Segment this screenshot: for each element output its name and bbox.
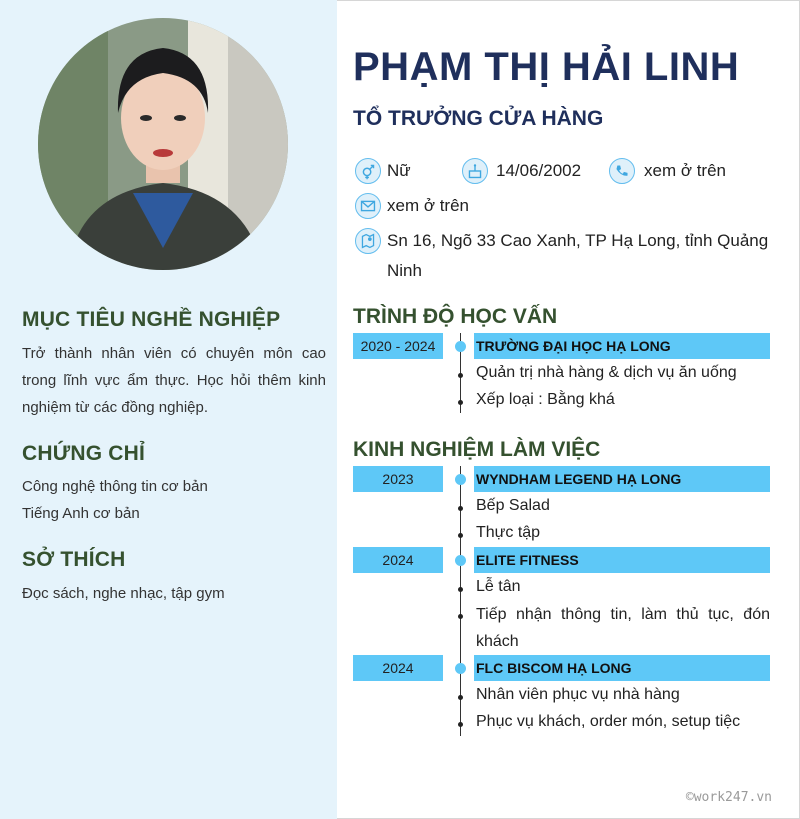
bullet-dot [458,506,463,511]
experience-detail: Tiếp nhận thông tin, làm thủ tục, đón khách [476,606,770,650]
objective-text: Trở thành nhân viên có chuyên môn cao trong lĩnh vực ẩm thực. Học hỏi thêm kinh nghiệm từ các đồng nghiệp. [22,345,326,416]
timeline-dot [455,663,466,674]
certificate-item: Công nghệ thông tin cơ bản [22,478,208,495]
map-icon [355,228,381,254]
timeline-dot [455,341,466,352]
company-name: FLC BISCOM HẠ LONG [474,655,770,681]
experience-detail: Bếp Salad [476,497,550,514]
bullet-dot [458,373,463,378]
certificates-title: CHỨNG CHỈ [22,442,146,465]
experience-detail: Phục vụ khách, order món, setup tiệc [476,713,741,730]
address-line-1: Sn 16, Ngõ 33 Cao Xanh, TP Hạ Long, tỉnh Quảng [387,231,769,250]
candidate-name: PHẠM THỊ HẢI LINH [353,45,740,89]
gender-value: Nữ [387,161,411,180]
timeline-dot [455,474,466,485]
email-icon [355,193,381,219]
bullet-dot [458,400,463,405]
job-title: TỔ TRƯỞNG CỬA HÀNG [353,107,604,130]
experience-detail: Thực tập [476,524,541,541]
school-name: TRƯỜNG ĐẠI HỌC HẠ LONG [474,333,770,359]
watermark: ©work247.vn [685,790,772,805]
education-detail: Xếp loại : Bằng khá [476,391,615,408]
certificate-item: Tiếng Anh cơ bản [22,505,140,522]
bullet-dot [458,722,463,727]
gender-icon [355,158,381,184]
objective-title: MỤC TIÊU NGHỀ NGHIỆP [22,308,281,331]
timeline-dot [455,555,466,566]
education-years: 2020 - 2024 [353,333,443,359]
experience-year: 2024 [353,655,443,681]
avatar-photo [38,18,288,270]
birthday-cake-icon [462,158,488,184]
experience-detail: Nhân viên phục vụ nhà hàng [476,686,680,703]
bullet-dot [458,695,463,700]
bullet-dot [458,614,463,619]
experience-detail: Lễ tân [476,578,521,595]
experience-title: KINH NGHIỆM LÀM VIỆC [353,438,601,461]
hobbies-title: SỞ THÍCH [22,548,126,571]
experience-year: 2023 [353,466,443,492]
avatar [38,18,288,270]
sidebar [0,0,337,819]
education-detail: Quản trị nhà hàng & dịch vụ ăn uống [476,364,737,381]
bullet-dot [458,533,463,538]
phone-icon [609,158,635,184]
dob-value: 14/06/2002 [496,161,582,180]
address-line-2: Ninh [387,261,422,280]
bullet-dot [458,587,463,592]
hobbies-text: Đọc sách, nghe nhạc, tập gym [22,585,225,602]
experience-year: 2024 [353,547,443,573]
education-title: TRÌNH ĐỘ HỌC VẤN [353,305,558,328]
company-name: WYNDHAM LEGEND HẠ LONG [474,466,770,492]
company-name: ELITE FITNESS [474,547,770,573]
email-value: xem ở trên [387,196,470,215]
phone-value: xem ở trên [644,161,727,180]
